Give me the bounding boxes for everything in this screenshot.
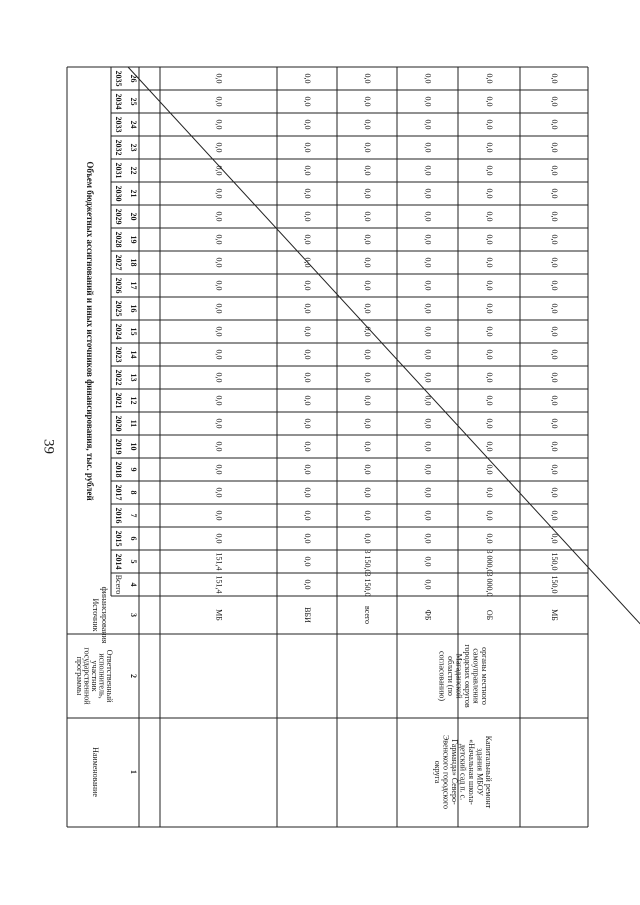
cell-value: 0,0 xyxy=(303,73,313,84)
cell-value: 0,0 xyxy=(550,395,560,406)
cell-value: 0,0 xyxy=(550,165,560,176)
name-cell-line: Эвенского городского xyxy=(441,735,451,809)
year-header: 2025 xyxy=(114,300,124,317)
cell-value: 0,0 xyxy=(550,96,560,107)
executor-cell-line: согласованию) xyxy=(437,651,447,701)
column-number: 8 xyxy=(129,490,139,495)
name-cell-line: здания МБОУ xyxy=(475,748,485,796)
total-header: Всего xyxy=(114,574,124,595)
year-header: 2026 xyxy=(114,277,124,294)
executor-cell-line: самоуправления xyxy=(471,648,481,704)
cell-value: 0,0 xyxy=(550,119,560,130)
column-number: 15 xyxy=(129,327,139,336)
cell-value: 0,0 xyxy=(423,303,433,314)
cell-value: 0,0 xyxy=(214,142,224,153)
column-number: 12 xyxy=(129,396,139,405)
cell-value: 150,0 xyxy=(550,552,560,571)
column-number: 9 xyxy=(129,467,139,472)
cell-value: 0,0 xyxy=(214,73,224,84)
cell-value: 0,0 xyxy=(303,510,313,521)
cell-value: 0,0 xyxy=(423,119,433,130)
cell-value: 0,0 xyxy=(550,326,560,337)
cell-value: 0,0 xyxy=(485,349,495,360)
cell-value: 0,0 xyxy=(485,234,495,245)
column-number: 19 xyxy=(129,235,139,244)
column-number: 3 xyxy=(129,613,139,617)
cell-value: 0,0 xyxy=(485,96,495,107)
cell-value: 0,0 xyxy=(303,96,313,107)
cell-value: 0,0 xyxy=(303,165,313,176)
cell-value: 0,0 xyxy=(303,579,313,590)
cell-value: 0,0 xyxy=(214,188,224,199)
column-number: 23 xyxy=(129,143,139,152)
column-number: 26 xyxy=(129,74,139,83)
cell-value: 0,0 xyxy=(550,211,560,222)
cell-value: 0,0 xyxy=(303,533,313,544)
executor-cell-line: Магаданской xyxy=(454,653,464,699)
column-number: 1 xyxy=(129,770,139,774)
cell-value: 0,0 xyxy=(485,73,495,84)
cell-value: 0,0 xyxy=(303,395,313,406)
year-header: 2023 xyxy=(114,346,124,363)
cell-value: 0,0 xyxy=(550,142,560,153)
cell-value: 0,0 xyxy=(423,418,433,429)
cell-value: 0,0 xyxy=(214,395,224,406)
cell-value: 0,0 xyxy=(423,441,433,452)
cell-value: 0,0 xyxy=(485,510,495,521)
cell-value: 0,0 xyxy=(485,165,495,176)
cell-value: 150,0 xyxy=(550,575,560,594)
cell-value: 0,0 xyxy=(485,372,495,383)
cell-value: 0,0 xyxy=(214,372,224,383)
column-number: 20 xyxy=(129,212,139,221)
cell-value: 0,0 xyxy=(214,234,224,245)
year-header: 2035 xyxy=(114,70,124,87)
cell-value: 3 150,0 xyxy=(363,572,373,597)
cell-value: 0,0 xyxy=(423,211,433,222)
column-number: 16 xyxy=(129,304,139,313)
cell-value: 0,0 xyxy=(485,533,495,544)
cell-value: 0,0 xyxy=(363,96,373,107)
year-header: 2024 xyxy=(114,323,124,340)
year-header: 2029 xyxy=(114,208,124,225)
source-header: Источник xyxy=(91,598,101,632)
year-header: 2030 xyxy=(114,185,124,202)
cell-value: 0,0 xyxy=(214,257,224,268)
cell-value: 0,0 xyxy=(214,349,224,360)
cell-value: 0,0 xyxy=(214,441,224,452)
cell-value: 0,0 xyxy=(214,326,224,337)
cell-value: 0,0 xyxy=(363,487,373,498)
cell-value: 151,4 xyxy=(214,575,224,594)
cell-value: 0,0 xyxy=(485,142,495,153)
cell-value: 0,0 xyxy=(423,395,433,406)
column-number: 2 xyxy=(129,674,139,678)
year-header: 2031 xyxy=(114,162,124,179)
cell-value: 0,0 xyxy=(303,303,313,314)
cell-value: 0,0 xyxy=(363,73,373,84)
cell-value: 0,0 xyxy=(303,418,313,429)
year-header: 2017 xyxy=(114,484,124,501)
column-number: 4 xyxy=(129,582,139,587)
cell-value: 0,0 xyxy=(303,119,313,130)
cell-value: 0,0 xyxy=(303,142,313,153)
column-number: 10 xyxy=(129,442,139,451)
cell-value: 0,0 xyxy=(214,96,224,107)
column-number: 24 xyxy=(129,120,139,129)
cell-value: 0,0 xyxy=(363,257,373,268)
name-header: Наименование xyxy=(91,747,101,797)
cell-value: 0,0 xyxy=(485,326,495,337)
cell-value: 0,0 xyxy=(363,349,373,360)
cell-value: 0,0 xyxy=(485,257,495,268)
cell-value: 0,0 xyxy=(550,349,560,360)
cell-value: 0,0 xyxy=(550,487,560,498)
column-number: 7 xyxy=(129,513,139,518)
cell-value: 3 000,0 xyxy=(485,572,495,597)
cell-value: 0,0 xyxy=(550,441,560,452)
name-cell-line: Гарманда» Северо- xyxy=(450,739,460,805)
cell-value: 0,0 xyxy=(550,280,560,291)
page-number: 39 xyxy=(40,439,57,454)
cell-value: 3 000,0 xyxy=(485,549,495,574)
cell-value: 0,0 xyxy=(303,464,313,475)
year-header: 2028 xyxy=(114,231,124,248)
cell-value: 0,0 xyxy=(550,234,560,245)
executor-header-line: программы xyxy=(75,656,85,696)
cell-value: 0,0 xyxy=(303,326,313,337)
cell-value: 0,0 xyxy=(303,556,313,567)
cell-value: 0,0 xyxy=(485,395,495,406)
cell-source: МБ xyxy=(214,609,224,621)
cell-value: 0,0 xyxy=(214,533,224,544)
cell-value: 0,0 xyxy=(303,372,313,383)
year-header: 2033 xyxy=(114,116,124,133)
cell-value: 0,0 xyxy=(363,211,373,222)
executor-cell-line: органы местного xyxy=(479,647,489,705)
cell-source: всего xyxy=(363,605,373,625)
year-header: 2014 xyxy=(114,553,124,570)
cell-value: 0,0 xyxy=(423,326,433,337)
cell-value: 151,4 xyxy=(214,552,224,571)
cell-value: 0,0 xyxy=(423,165,433,176)
cell-value: 0,0 xyxy=(423,556,433,567)
year-header: 2018 xyxy=(114,461,124,478)
cell-value: 0,0 xyxy=(550,418,560,429)
cell-value: 0,0 xyxy=(423,579,433,590)
cell-value: 0,0 xyxy=(485,119,495,130)
year-header: 2021 xyxy=(114,392,124,409)
cell-value: 0,0 xyxy=(363,280,373,291)
cell-value: 0,0 xyxy=(303,211,313,222)
column-number: 13 xyxy=(129,373,139,382)
cell-value: 0,0 xyxy=(485,487,495,498)
cell-value: 3 150,0 xyxy=(363,549,373,574)
cell-value: 0,0 xyxy=(363,510,373,521)
cell-value: 0,0 xyxy=(303,234,313,245)
cell-value: 0,0 xyxy=(423,142,433,153)
executor-header-line: государственной xyxy=(82,647,92,705)
column-number: 21 xyxy=(129,189,139,198)
cell-value: 0,0 xyxy=(423,280,433,291)
cell-value: 0,0 xyxy=(214,119,224,130)
cell-value: 0,0 xyxy=(550,303,560,314)
column-number: 5 xyxy=(129,559,139,564)
year-header: 2019 xyxy=(114,438,124,455)
cell-value: 0,0 xyxy=(423,96,433,107)
cell-source: МБ xyxy=(550,609,560,621)
source-header: финансирования xyxy=(100,586,110,644)
cell-value: 0,0 xyxy=(363,372,373,383)
cell-value: 0,0 xyxy=(363,165,373,176)
cell-value: 0,0 xyxy=(214,464,224,475)
cell-value: 0,0 xyxy=(550,510,560,521)
cell-value: 0,0 xyxy=(363,395,373,406)
column-number: 25 xyxy=(129,97,139,106)
cell-value: 0,0 xyxy=(363,533,373,544)
column-number: 17 xyxy=(129,281,139,290)
cell-value: 0,0 xyxy=(423,188,433,199)
cell-value: 0,0 xyxy=(214,280,224,291)
cell-source: ОБ xyxy=(485,609,495,621)
grid-line xyxy=(128,67,640,827)
cell-value: 0,0 xyxy=(303,349,313,360)
cell-value: 0,0 xyxy=(303,441,313,452)
cell-value: 0,0 xyxy=(423,73,433,84)
name-cell-line: Капитальный ремонт xyxy=(484,735,494,809)
year-header: 2015 xyxy=(114,530,124,547)
volume-title: Объем бюджетных ассигнований и иных источников финансирования, тыс. рублей xyxy=(84,161,95,501)
cell-value: 0,0 xyxy=(423,234,433,245)
cell-value: 0,0 xyxy=(485,188,495,199)
year-header: 2022 xyxy=(114,369,124,386)
cell-value: 0,0 xyxy=(363,326,373,337)
cell-value: 0,0 xyxy=(214,303,224,314)
cell-value: 0,0 xyxy=(550,257,560,268)
executor-cell-line: городских округов xyxy=(462,644,472,708)
year-header: 2020 xyxy=(114,415,124,432)
cell-value: 0,0 xyxy=(485,418,495,429)
cell-value: 0,0 xyxy=(485,303,495,314)
column-number: 22 xyxy=(129,166,139,175)
cell-value: 0,0 xyxy=(423,487,433,498)
cell-value: 0,0 xyxy=(363,188,373,199)
cell-value: 0,0 xyxy=(485,211,495,222)
cell-value: 0,0 xyxy=(423,533,433,544)
cell-value: 0,0 xyxy=(550,464,560,475)
cell-value: 0,0 xyxy=(363,303,373,314)
column-number: 6 xyxy=(129,536,139,541)
column-number: 11 xyxy=(129,419,139,428)
cell-value: 0,0 xyxy=(363,464,373,475)
executor-header-line: исполнитель, xyxy=(97,653,107,699)
cell-value: 0,0 xyxy=(423,257,433,268)
name-cell-line: «Начальная школа- xyxy=(467,739,477,805)
cell-value: 0,0 xyxy=(214,211,224,222)
cell-source: ВБИ xyxy=(303,607,313,623)
cell-value: 0,0 xyxy=(363,418,373,429)
cell-value: 0,0 xyxy=(423,464,433,475)
cell-value: 0,0 xyxy=(363,441,373,452)
cell-value: 0,0 xyxy=(214,510,224,521)
cell-value: 0,0 xyxy=(303,188,313,199)
name-cell-line: округа xyxy=(433,760,443,784)
cell-value: 0,0 xyxy=(303,280,313,291)
executor-header-line: Ответственный xyxy=(105,649,115,703)
cell-source: ФБ xyxy=(423,609,433,621)
name-cell-line: детский сад п. с. xyxy=(458,743,468,801)
cell-value: 0,0 xyxy=(485,464,495,475)
executor-cell-line: области (по xyxy=(445,656,455,696)
cell-value: 0,0 xyxy=(550,372,560,383)
cell-value: 0,0 xyxy=(214,418,224,429)
cell-value: 0,0 xyxy=(303,487,313,498)
cell-value: 0,0 xyxy=(550,533,560,544)
cell-value: 0,0 xyxy=(363,119,373,130)
cell-value: 0,0 xyxy=(214,165,224,176)
column-number: 18 xyxy=(129,258,139,267)
executor-header-line: участник xyxy=(90,660,100,692)
cell-value: 0,0 xyxy=(363,234,373,245)
cell-value: 0,0 xyxy=(550,73,560,84)
cell-value: 0,0 xyxy=(214,487,224,498)
cell-value: 0,0 xyxy=(363,142,373,153)
year-header: 2032 xyxy=(114,139,124,156)
cell-value: 0,0 xyxy=(423,372,433,383)
cell-value: 0,0 xyxy=(303,257,313,268)
cell-value: 0,0 xyxy=(485,280,495,291)
cell-value: 0,0 xyxy=(550,188,560,199)
cell-value: 0,0 xyxy=(423,510,433,521)
column-number: 14 xyxy=(129,350,139,359)
year-header: 2034 xyxy=(114,93,124,110)
year-header: 2027 xyxy=(114,254,124,271)
cell-value: 0,0 xyxy=(485,441,495,452)
cell-value: 0,0 xyxy=(423,349,433,360)
year-header: 2016 xyxy=(114,507,124,524)
